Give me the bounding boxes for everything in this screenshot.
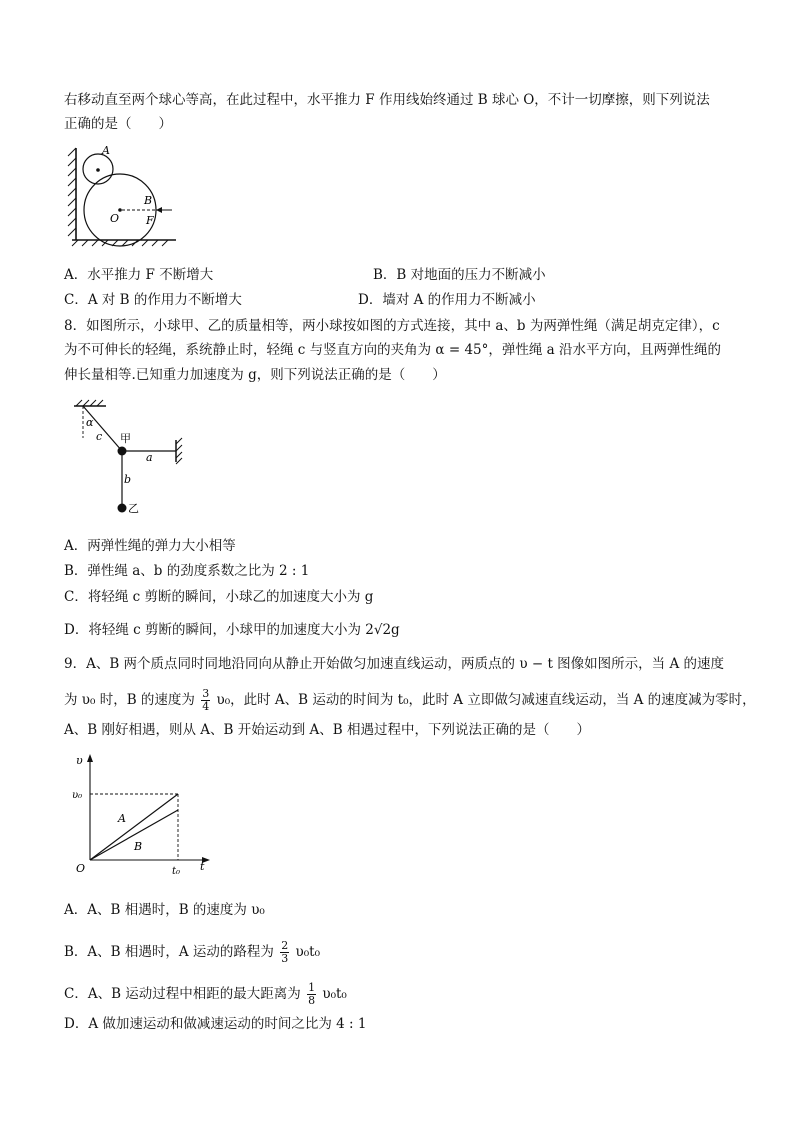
label-alpha: α — [86, 416, 94, 429]
label-jia: 甲 — [120, 432, 131, 445]
q9-option-a: A．A、B 相遇时，B 的速度为 υ₀ — [64, 902, 265, 918]
q8-option-c: C．将轻绳 c 剪断的瞬间，小球乙的加速度大小为 g — [64, 589, 374, 605]
ball-yi — [118, 504, 127, 513]
ball-jia — [118, 447, 127, 456]
q9-option-c-den: 8 — [308, 994, 316, 1007]
q9-fraction-3-4 — [201, 688, 210, 713]
wall-hatching — [68, 148, 76, 240]
label-yi: 乙 — [128, 502, 139, 515]
q8-stem-line3: 伸长量相等.已知重力加速度为 g，则下列说法正确的是（ ） — [64, 367, 446, 383]
q8-option-b: B．弹性绳 a、b 的劲度系数之比为 2 : 1 — [64, 563, 310, 579]
q9-option-b-tail: υ₀t₀ — [295, 944, 320, 960]
q7-option-d: D．墙对 A 的作用力不断减小 — [358, 292, 536, 308]
axis-label-v: υ — [76, 754, 83, 767]
q7-option-a: A．水平推力 F 不断增大 — [64, 267, 214, 283]
q8-stem-line2: 为不可伸长的轻绳，系统静止时，轻绳 c 与竖直方向的夹角为 α = 45°，弹性绳 a 沿水平方向，且两弹性绳的 — [64, 342, 722, 358]
q7-stem-line1: 右移动直至两个球心等高，在此过程中，水平推力 F 作用线始终通过 B 球心 O，不计一切摩擦，则下列说法 — [64, 92, 710, 108]
label-c: c — [96, 430, 103, 443]
ground-hatching — [72, 240, 176, 246]
q7-option-c: C．A 对 B 的作用力不断增大 — [64, 292, 242, 308]
q9-line2-end: υ₀，此时 A、B 运动的时间为 t₀，此时 A 立即做匀减速直线运动，当 A 的速度减为零时， — [216, 692, 756, 708]
q7-option-b: B．B 对地面的压力不断减小 — [373, 267, 546, 283]
tick-label-t0: t₀ — [172, 866, 181, 877]
series-label-a: A — [118, 812, 126, 825]
q9-vt-graph — [72, 752, 222, 880]
q9-option-b-text: B．A、B 相遇时，A 运动的路程为 — [64, 944, 274, 960]
label-f: F — [146, 214, 154, 227]
q9-option-c-fraction — [307, 982, 316, 1007]
right-wall-hatching — [176, 438, 182, 464]
q9-option-b-fraction — [280, 940, 289, 965]
q9-option-c — [64, 982, 347, 1007]
q9-stem-line1: 9．A、B 两个质点同时同地沿同向从静止开始做匀加速直线运动，两质点的 υ − t 图像如图所示，当 A 的速度 — [64, 656, 724, 672]
q8-option-d: D．将轻绳 c 剪断的瞬间，小球甲的加速度大小为 2√2g — [64, 622, 400, 638]
label-o: O — [110, 212, 120, 225]
origin-label: O — [76, 862, 86, 875]
q9-option-d: D．A 做加速运动和做减速运动的时间之比为 4 : 1 — [64, 1016, 367, 1032]
q9-option-b — [64, 940, 320, 965]
q9-frac-den: 4 — [202, 700, 210, 713]
q8-option-a: A．两弹性绳的弹力大小相等 — [64, 538, 236, 554]
q9-frac-num: 3 — [202, 687, 210, 700]
label-a: A — [102, 144, 110, 157]
axis-label-t: t — [200, 860, 205, 873]
q9-option-c-tail: υ₀t₀ — [322, 986, 347, 1002]
q9-line2-start: 为 υ₀ 时，B 的速度为 — [64, 692, 195, 708]
q8-figure — [66, 398, 186, 516]
q7-stem-line2: 正确的是（ ） — [64, 116, 172, 132]
q9-option-c-text: C．A、B 运动过程中相距的最大距离为 — [64, 986, 301, 1002]
q9-stem-line2 — [64, 688, 756, 713]
label-b-rope: b — [124, 473, 132, 486]
label-b: B — [144, 194, 153, 207]
q8-stem-line1: 8．如图所示，小球甲、乙的质量相等，两小球按如图的方式连接，其中 a、b 为两弹性绳（满足胡克定律），c — [64, 318, 720, 334]
q7-figure — [64, 142, 184, 248]
label-a-rope: a — [146, 451, 153, 464]
series-label-b: B — [134, 840, 143, 853]
q9-option-c-num: 1 — [308, 981, 316, 994]
tick-label-v0: υ₀ — [72, 790, 83, 801]
ceiling-hatching — [74, 400, 106, 406]
q9-stem-line3: A、B 刚好相遇，则从 A、B 开始运动到 A、B 相遇过程中，下列说法正确的是（ ） — [64, 722, 590, 738]
q9-option-b-num: 2 — [281, 939, 289, 952]
q9-option-b-den: 3 — [281, 952, 289, 965]
